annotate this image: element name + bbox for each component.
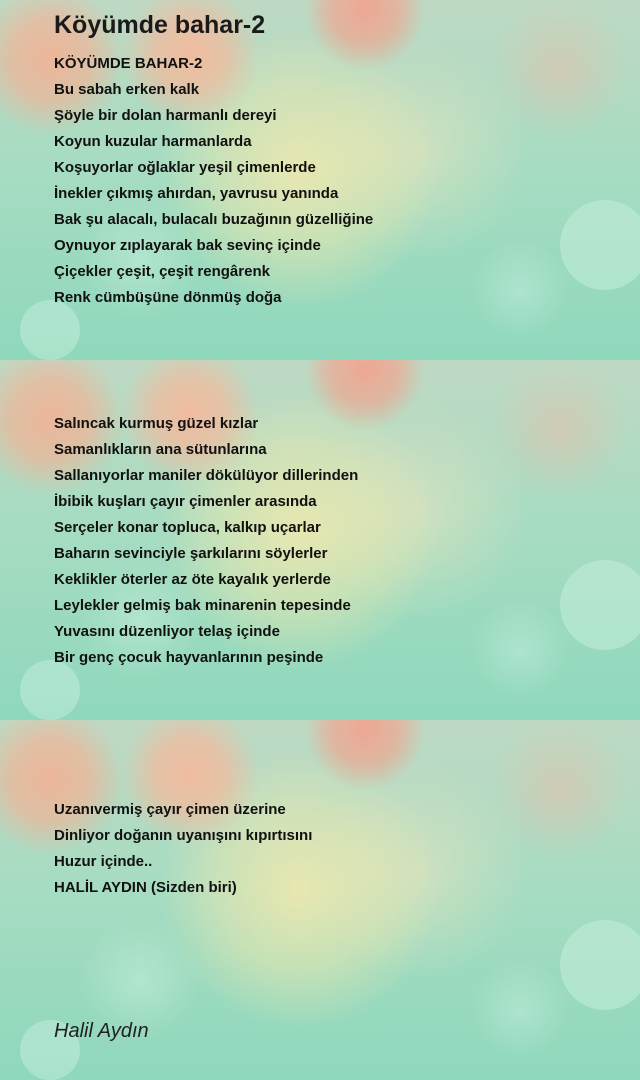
poem-line: İnekler çıkmış ahırdan, yavrusu yanında <box>54 185 339 202</box>
poem-line: Koşuyorlar oğlaklar yeşil çimenlerde <box>54 159 316 176</box>
poem-line: Dinliyor doğanın uyanışını kıpırtısını <box>54 827 313 844</box>
bokeh-circle <box>560 200 640 290</box>
poem-panel-3 <box>0 720 640 1080</box>
poem-line: Bir genç çocuk hayvanlarının peşinde <box>54 649 324 666</box>
poem-line: HALİL AYDIN (Sizden biri) <box>54 879 237 896</box>
poem-line: Serçeler konar topluca, kalkıp uçarlar <box>54 519 321 536</box>
stanza-1 <box>54 51 373 311</box>
poem-line: Uzanıvermiş çayır çimen üzerine <box>54 801 286 818</box>
poem-line: Huzur içinde.. <box>54 853 153 870</box>
poem-line: Sallanıyorlar maniler dökülüyor dillerinden <box>54 467 359 484</box>
poem-line: Salıncak kurmuş güzel kızlar <box>54 415 259 432</box>
poem-panel-1 <box>0 0 640 360</box>
poem-line: İbibik kuşları çayır çimenler arasında <box>54 493 317 510</box>
poem-line: Şöyle bir dolan harmanlı dereyi <box>54 107 277 124</box>
poem-line <box>54 771 312 797</box>
poem-line: Renk cümbüşüne dönmüş doğa <box>54 289 282 306</box>
poem-line: Bak şu alacalı, bulacalı buzağının güzelliğine <box>54 211 374 228</box>
poem-line: Samanlıkların ana sütunlarına <box>54 441 267 458</box>
poem-line: Yuvasını düzenliyor telaş içinde <box>54 623 280 640</box>
stanza-2 <box>54 411 358 671</box>
poem-line: Keklikler öterler az öte kayalık yerlerde <box>54 571 331 588</box>
poem-line: Çiçekler çeşit, çeşit rengârenk <box>54 263 270 280</box>
stanza-3 <box>54 771 312 901</box>
poem-line: Leylekler gelmiş bak minarenin tepesinde <box>54 597 351 614</box>
poem-line: Koyun kuzular harmanlarda <box>54 133 252 150</box>
author-signature: Halil Aydın <box>54 1020 149 1042</box>
bokeh-circle <box>560 560 640 650</box>
poem-line: Oynuyor zıplayarak bak sevinç içinde <box>54 237 321 254</box>
poem-panel-2 <box>0 360 640 720</box>
poem-line: Baharın sevinciyle şarkılarını söylerler <box>54 545 328 562</box>
poem-title: Köyümde bahar-2 <box>54 11 266 39</box>
poem-line: KÖYÜMDE BAHAR-2 <box>54 55 203 72</box>
poem-line: Bu sabah erken kalk <box>54 81 200 98</box>
bokeh-circle <box>560 920 640 1010</box>
